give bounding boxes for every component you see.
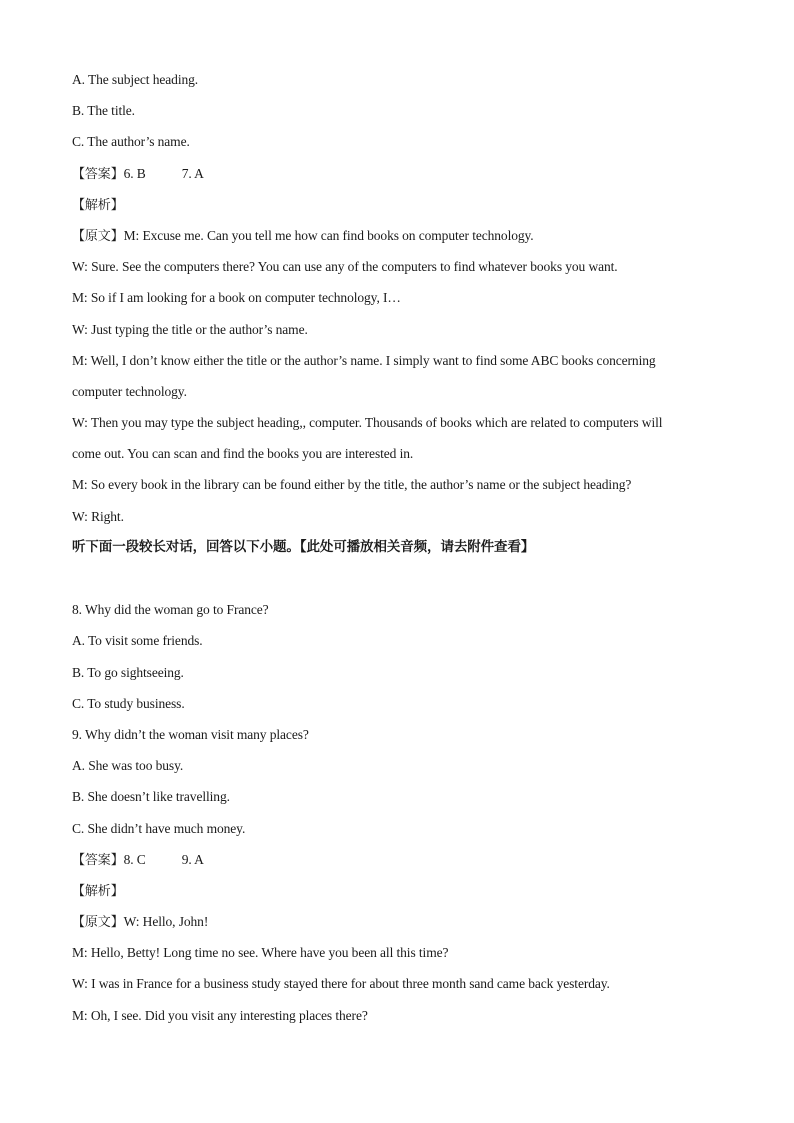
question-9: 9. Why didn’t the woman visit many places? (72, 726, 309, 742)
option-c: C. The author’s name. (72, 134, 190, 150)
transcript-line: M: Hello, Betty! Long time no see. Where have you been all this time? (72, 945, 449, 961)
document-page (72, 64, 722, 1031)
answer-9: 9. A (181, 851, 204, 867)
transcript-line: M: So every book in the library can be found either by the title, the author’s name or the subject heading? (72, 477, 632, 493)
source-label: 【原文】 (72, 915, 124, 931)
analysis-label: 【解析】 (72, 883, 124, 899)
option-b: B. The title. (72, 103, 135, 119)
answer-line (72, 158, 722, 189)
transcript-text: M: Excuse me. Can you tell me how can find books on computer technology. (123, 227, 534, 243)
transcript-line (72, 906, 722, 937)
option-c: C. To study business. (72, 695, 185, 711)
transcript-line (72, 220, 722, 251)
analysis-label: 【解析】 (72, 197, 124, 213)
answer-label: 【答案】 (72, 852, 124, 868)
transcript-line: M: Well, I don’t know either the title or the author’s name. I simply want to find some ABC books concerning (72, 352, 656, 368)
answer-line (72, 844, 722, 875)
analysis-line (72, 875, 722, 906)
answer-8: 8. C (123, 851, 146, 867)
transcript-line: M: Oh, I see. Did you visit any interesting places there? (72, 1007, 368, 1023)
transcript-line: W: Then you may type the subject heading,, computer. Thousands of books which are related to computers will (72, 415, 663, 431)
transcript-line: computer technology. (72, 383, 187, 399)
option-a: A. To visit some friends. (72, 633, 203, 649)
answer-7: 7. A (181, 165, 204, 181)
transcript-line: W: I was in France for a business study stayed there for about three month sand came back yesterday. (72, 976, 610, 992)
analysis-line (72, 189, 722, 220)
question-8: 8. Why did the woman go to France? (72, 602, 269, 618)
option-a: A. She was too busy. (72, 758, 184, 774)
answer-label: 【答案】 (72, 166, 124, 182)
section-instruction: 听下面一段较长对话，回答以下小题。【此处可播放相关音频，请去附件查看】 (72, 538, 535, 555)
option-c: C. She didn’t have much money. (72, 820, 246, 836)
option-a: A. The subject heading. (72, 72, 199, 87)
answer-6: 6. B (123, 165, 146, 181)
transcript-line: W: Just typing the title or the author’s name. (72, 321, 308, 337)
transcript-text: W: Hello, John! (123, 914, 209, 930)
source-label: 【原文】 (72, 228, 124, 244)
transcript-line: W: Right. (72, 508, 124, 524)
option-b: B. She doesn’t like travelling. (72, 789, 230, 805)
transcript-line: M: So if I am looking for a book on computer technology, I… (72, 290, 401, 306)
spacer (72, 563, 722, 594)
transcript-line: W: Sure. See the computers there? You can use any of the computers to find whatever books you want. (72, 259, 618, 275)
option-b: B. To go sightseeing. (72, 664, 184, 680)
transcript-line: come out. You can scan and find the books you are interested in. (72, 446, 414, 462)
